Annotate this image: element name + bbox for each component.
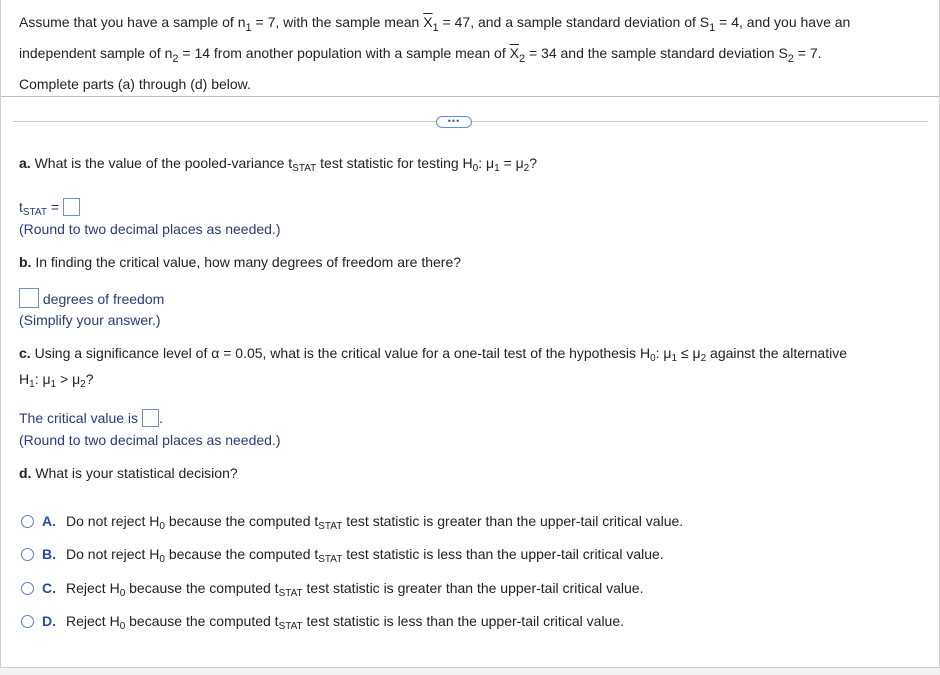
option-b[interactable]: B. Do not reject $H_0$ because the computed $t_{STAT}$ test statistic is less than the upper-tail critical value. (21, 544, 664, 570)
radio-b[interactable] (21, 548, 34, 561)
problem-statement (19, 10, 919, 97)
radio-a[interactable] (21, 515, 34, 528)
part-b-answer-row: degrees of freedom (19, 288, 164, 309)
part-c-note: (Round to two decimal places as needed.) (19, 432, 281, 448)
part-a-note: (Round to two decimal places as needed.) (19, 221, 281, 237)
intro-line-2: independent sample of $n_2 = 14$ from another population with a sample mean of $\overline{X}_2 = 34$ and the sample standard deviation $S_2 = 7$. (19, 45, 822, 65)
option-d[interactable]: D. Reject $H_0$ because the computed $t_{STAT}$ test statistic is less than the upper-tail critical value. (21, 611, 624, 637)
intro-line-3: Complete parts (a) through (d) below. (19, 76, 251, 92)
critical-value-input[interactable] (142, 409, 159, 427)
part-c-alternative: $H_1$: $\mu_1 > \mu_2$? (19, 371, 94, 390)
intro-line-1: Assume that you have a sample of $n_1 = 7$, with the sample mean $\overline{X}_1 = 47$, and a sample standard deviation of $S_1 = 4$, and you have an (19, 14, 851, 34)
part-a-answer-row: $t_{STAT}$ = (19, 197, 80, 223)
degrees-of-freedom-input[interactable] (19, 288, 39, 308)
expand-more-button[interactable]: ••• (436, 116, 472, 128)
part-c-answer-row: The critical value is . (19, 410, 163, 426)
part-a-question: a. What is the value of the pooled-variance $t_{STAT}$ test statistic for testing $H_0$: $\mu_1 = \mu_2$? (19, 155, 538, 174)
header-divider (1, 96, 939, 97)
radio-d[interactable] (21, 615, 34, 628)
radio-c[interactable] (21, 582, 34, 595)
part-c-question: c. Using a significance level of α = 0.05, what is the critical value for a one-tail test of the hypothesis $H_0$: $\mu_1 \le \mu_2$ against the alternative (19, 345, 848, 364)
part-d-question: d. What is your statistical decision? (19, 465, 238, 481)
option-a[interactable]: A. Do not reject $H_0$ because the computed $t_{STAT}$ test statistic is greater than the upper-tail critical value. (21, 511, 683, 537)
part-b-note: (Simplify your answer.) (19, 312, 161, 328)
tstat-answer-input[interactable] (63, 198, 80, 216)
option-c[interactable]: C. Reject $H_0$ because the computed $t_{STAT}$ test statistic is greater than the upper-tail critical value. (21, 578, 643, 604)
part-b-question: b. In finding the critical value, how many degrees of freedom are there? (19, 254, 462, 270)
